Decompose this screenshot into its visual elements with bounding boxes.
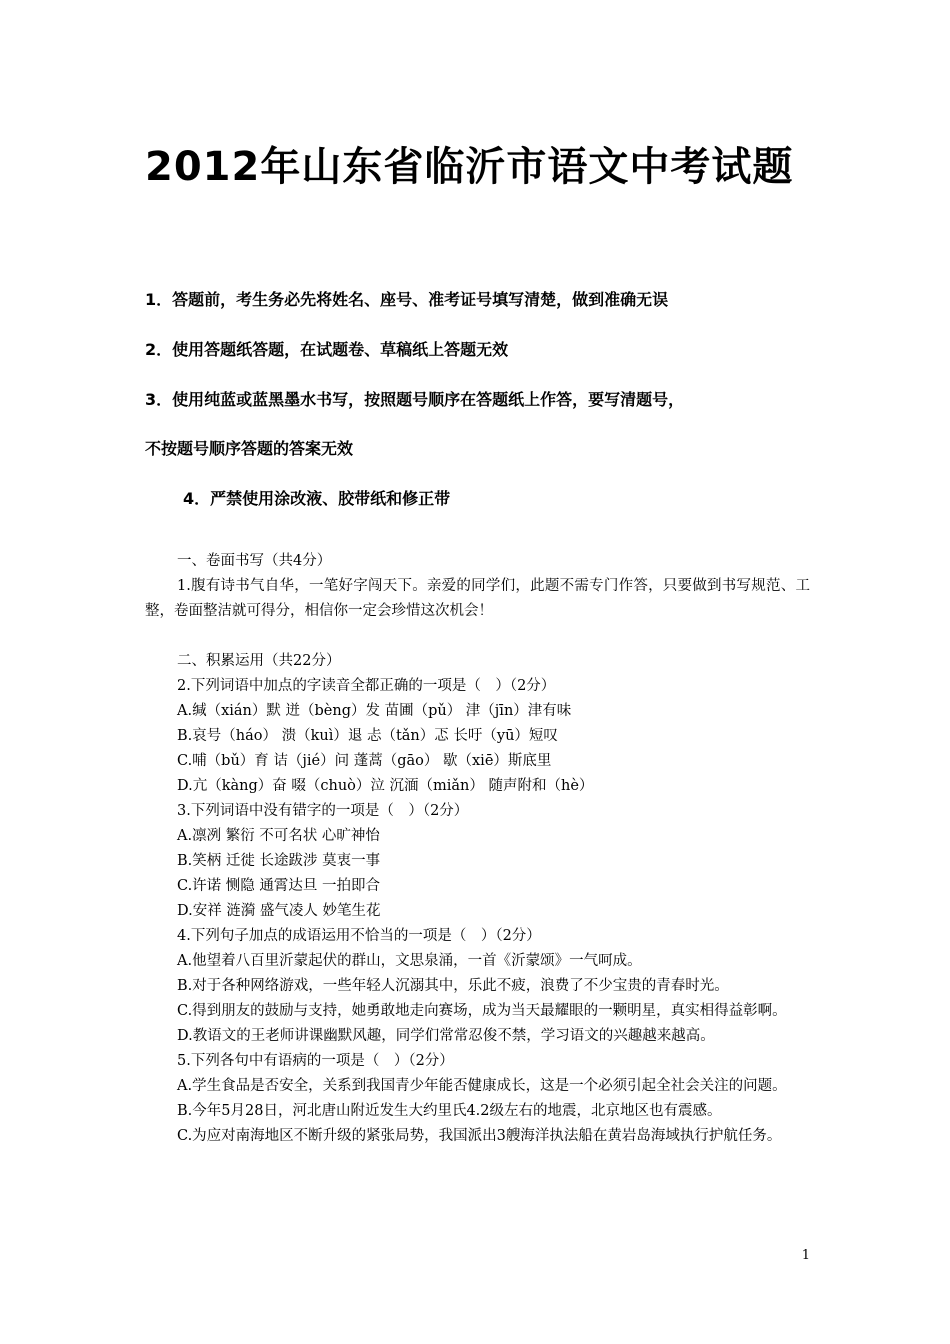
question-2-option-c: C.哺（bǔ）育 诘（jié）问 蓬蒿（gāo） 歇（xiē）斯底里 [177, 753, 552, 769]
notice-1: 1．答题前，考生务必先将姓名、座号、准考证号填写清楚，做到准确无误 [145, 290, 669, 309]
notice-3-continued: 不按题号顺序答题的答案无效 [145, 439, 354, 458]
question-2-stem: 2.下列词语中加点的字读音全都正确的一项是（ ）（2分） [177, 678, 556, 694]
exam-body [145, 549, 810, 1149]
question-2-option-a: A.缄（xián）默 迸（bèng）发 苗圃（pǔ） 津（jīn）津有味 [177, 703, 572, 719]
question-5-option-b: B.今年5月28日，河北唐山附近发生大约里氏4.2级左右的地震，北京地区也有震感。 [177, 1103, 722, 1119]
document-title: 2012年山东省临沂市语文中考试题 [145, 144, 794, 190]
notice-4: 4．严禁使用涂改液、胶带纸和修正带 [183, 489, 451, 508]
question-3-option-b: B.笑柄 迁徙 长途跋涉 莫衷一事 [177, 853, 381, 869]
question-2-option-d: D.亢（kàng）奋 啜（chuò）泣 沉湎（miǎn） 随声附和（hè） [177, 778, 594, 794]
question-5-stem: 5.下列各句中有语病的一项是（ ）（2分） [177, 1053, 454, 1069]
question-5-option-a: A.学生食品是否安全，关系到我国青少年能否健康成长，这是一个必须引起全社会关注的问题。 [177, 1078, 787, 1094]
question-4-option-a: A.他望着八百里沂蒙起伏的群山，文思泉涌，一首《沂蒙颂》一气呵成。 [177, 953, 642, 969]
question-3-stem: 3.下列词语中没有错字的一项是（ ）（2分） [177, 803, 469, 819]
question-3-option-a: A.凛冽 繁衍 不可名状 心旷神怡 [177, 828, 380, 844]
question-4-stem: 4.下列句子加点的成语运用不恰当的一项是（ ）（2分） [177, 928, 541, 944]
question-5-option-c: C.为应对南海地区不断升级的紧张局势，我国派出3艘海洋执法船在黄岩岛海域执行护航任务。 [177, 1128, 782, 1144]
question-2-option-b: B.哀号（háo） 溃（kuì）退 忐（tǎn）忑 长吁（yū）短叹 [177, 728, 558, 744]
question-1: 1.腹有诗书气自华，一笔好字闯天下。亲爱的同学们，此题不需专门作答，只要做到书写规范、工整，卷面整洁就可得分，相信你一定会珍惜这次机会！ [145, 578, 810, 619]
section1-heading: 一、卷面书写（共4分） [177, 553, 332, 569]
question-4-option-c: C.得到朋友的鼓励与支持，她勇敢地走向赛场，成为当天最耀眼的一颗明星，真实相得益彰啊。 [177, 1003, 787, 1019]
section2-heading: 二、积累运用（共22分） [177, 653, 341, 669]
question-4-option-d: D.教语文的王老师讲课幽默风趣，同学们常常忍俊不禁，学习语文的兴趣越来越高。 [177, 1028, 715, 1044]
spacer [145, 624, 810, 649]
notice-3: 3．使用纯蓝或蓝黑墨水书写，按照题号顺序在答题纸上作答，要写清题号， [145, 390, 685, 409]
notice-2: 2．使用答题纸答题，在试题卷、草稿纸上答题无效 [145, 340, 509, 359]
question-4-option-b: B.对于各种网络游戏，一些年轻人沉溺其中，乐此不疲，浪费了不少宝贵的青春时光。 [177, 978, 729, 994]
question-3-option-c: C.许诺 恻隐 通霄达旦 一拍即合 [177, 878, 381, 894]
page-number: 1 [801, 1248, 810, 1263]
question-3-option-d: D.安祥 涟漪 盛气凌人 妙笔生花 [177, 903, 381, 919]
